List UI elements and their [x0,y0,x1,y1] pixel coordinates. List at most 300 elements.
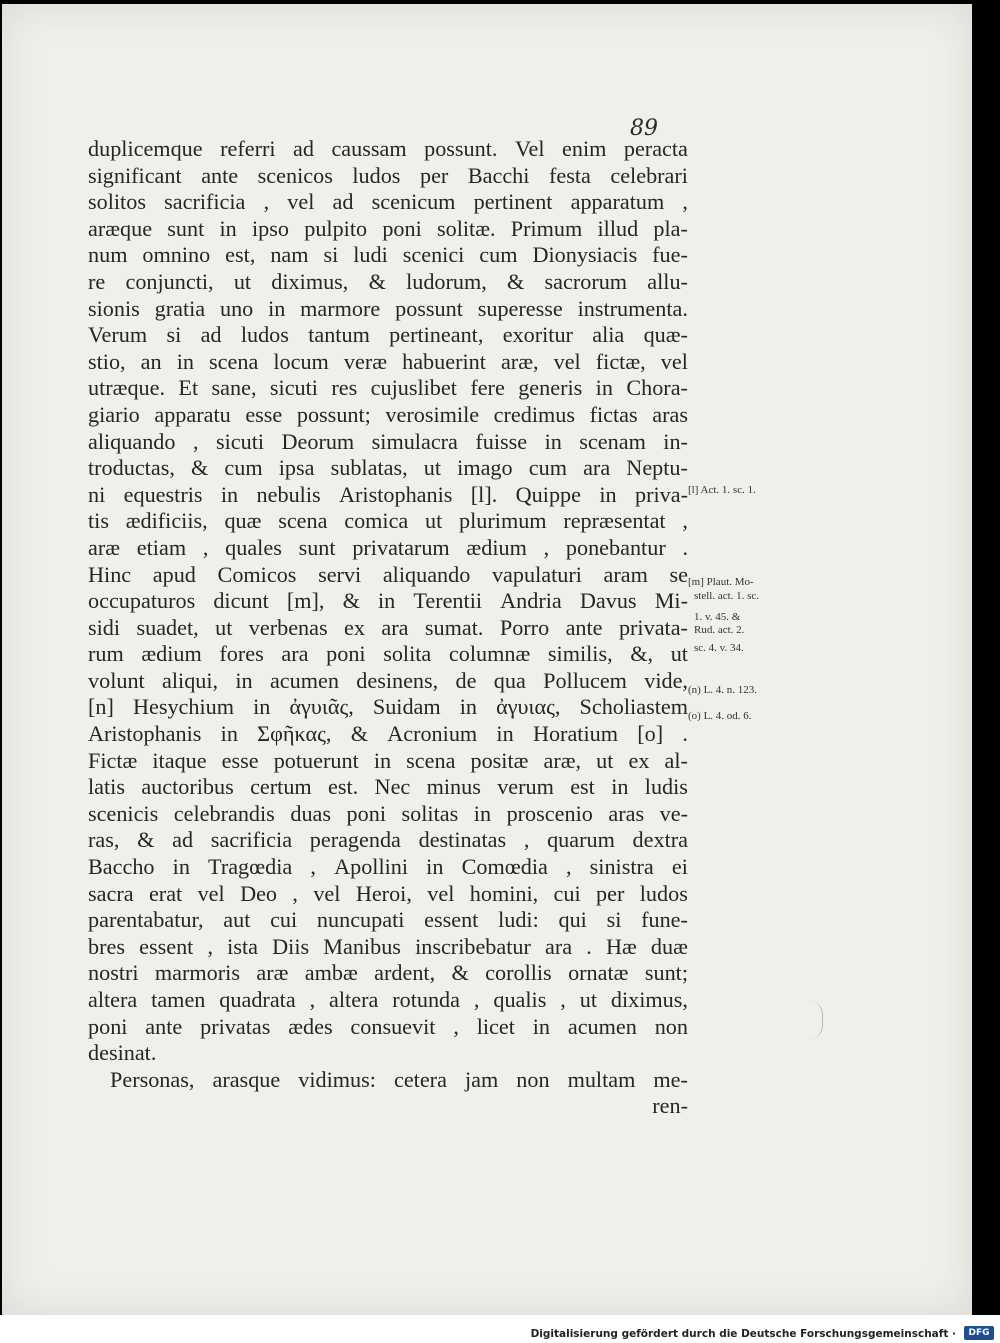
word: verosimile [385,401,480,427]
word: privata- [618,614,688,640]
word: non [654,1013,688,1039]
word: allu- [647,268,688,294]
word: Deorum [281,428,355,454]
text-line [88,375,688,402]
word: , [263,189,270,215]
word: columnæ [448,641,531,667]
word: utræque. [88,375,166,401]
word: celebrari [610,162,688,188]
word: privatas [200,1013,271,1039]
word: exoritur [502,322,573,348]
word: Horatium [532,721,618,747]
word: scenicos [257,162,333,188]
word: in [473,800,492,826]
word: Mi- [654,588,688,614]
word: sunt [298,534,336,560]
word: duæ [650,933,688,959]
word: si [166,322,182,348]
word: , [560,987,566,1012]
word: in [496,721,514,747]
text-line [88,216,688,243]
word: diximus, [271,268,349,294]
word: & [451,960,469,986]
word: ei [671,854,688,880]
word: . [586,933,592,959]
word: fictas [589,401,638,427]
word: in [373,747,392,773]
word: Baccho [88,854,155,880]
text-line [88,641,688,668]
word: marmoris [154,960,240,986]
word: ara [583,455,611,481]
word: se [669,561,688,587]
word: , [202,534,209,560]
word: nebulis [256,481,321,507]
word: apparatu [154,401,231,427]
text-line [88,136,688,163]
word: ipsa [278,455,315,481]
word: Primum [510,215,583,241]
word: tamen [151,987,206,1012]
word: essent [139,933,194,959]
word: fictæ, [595,348,646,374]
word: quarum [547,827,615,853]
word: Hesychium [132,694,235,720]
word: etiam [136,534,187,560]
word: Vel [514,136,545,161]
word: non [516,1066,550,1092]
word: qua [493,667,526,693]
word: certum [250,774,312,800]
word: conjuncti, [125,268,214,294]
word: desinens, [356,667,439,693]
word: vel [197,880,225,906]
word: cui [270,907,298,933]
word: aræ [256,960,289,986]
word: Et [178,375,199,401]
word: troductas, [88,455,175,481]
word: ἀγυιᾶς, [289,694,354,720]
word: ad [293,136,314,161]
word: ad [200,322,222,348]
word: peracta [623,136,688,161]
word: ut [425,508,443,534]
word: qualis [493,987,547,1012]
word: pulpito [304,215,368,241]
word: , [310,854,316,880]
word: minus [426,774,481,800]
word: ponebantur [565,534,666,560]
word: credimus [493,401,576,427]
word: Terentii [413,588,483,614]
footer-credit: Digitalisierung gefördert durch die Deutsche Forschungsgemeinschaft · [530,1328,956,1340]
word: habuerint [402,348,486,374]
word: Suidam [372,694,441,720]
word: potuerunt [273,747,359,773]
word: & [137,827,155,853]
word: in [219,215,237,241]
margin-note: 1. v. 45. & [694,611,741,623]
word: scenicum [371,189,456,215]
word: veræ [343,348,388,374]
word: Bacchi [467,162,530,188]
word: ludos [639,880,688,906]
word: cum [224,455,263,481]
word: nam [270,242,309,268]
word: qui [558,907,587,933]
word: aut [223,907,251,933]
word: ædium [466,534,527,560]
word: Comicos [217,561,297,587]
word: duas [290,800,332,826]
word: , [192,428,199,454]
word: ludi: [498,907,539,933]
word: instrumenta. [577,295,688,321]
word: homini, [469,880,539,906]
word: jam [464,1066,499,1092]
text-line [88,1040,688,1067]
word: cui [553,880,581,906]
word: possunt. [424,136,498,161]
text-line [88,1014,688,1041]
text-line [88,881,688,908]
word: ut [670,641,688,667]
word: Fictæ [88,747,138,773]
word: re [88,268,106,294]
word: & [342,588,360,614]
word: rum [88,641,124,667]
word: gratia [154,295,206,321]
word: ut [579,987,597,1012]
word: ras, [88,827,120,853]
word: per [596,880,625,906]
word: ve- [659,800,688,826]
margin-note: sc. 4. v. 34. [694,642,744,654]
word: , [682,189,688,215]
word: , [309,987,316,1012]
word: cetera [393,1066,447,1092]
text-line [88,562,688,589]
word: ex [344,614,365,640]
word: itaque [152,747,207,773]
text-line [88,429,688,456]
word: apud [152,561,196,587]
word: in [532,1013,551,1039]
word: sacrorum [544,268,628,294]
word: solita [383,641,432,667]
word: aras [608,800,645,826]
word: multam [567,1066,636,1092]
word: scena [406,747,456,773]
word: scenicis [88,800,159,826]
text-line [88,322,688,349]
word: ara [545,933,573,959]
word: sane, [211,375,257,401]
word: privatarum [352,534,450,560]
word: essent [424,907,479,933]
word: simulacra [371,428,458,454]
text-line [88,269,688,296]
word: Hæ [605,933,637,959]
word: solitas [401,800,459,826]
word: dicunt [213,588,269,614]
word: vel [287,189,315,215]
text-line [88,535,688,562]
word: latis [88,774,125,800]
word: vapulaturi [491,561,582,587]
margin-note: stell. act. 1. sc. [694,590,760,602]
word: priva- [635,481,688,507]
word: fue- [652,242,688,268]
word: Σφῆκας, [257,721,332,747]
word: ad [172,827,194,853]
word: quales [225,534,282,560]
word: ante [145,1013,183,1039]
word: si [606,907,622,933]
dfg-logo: DFG [964,1326,994,1340]
word: sublatas, [330,455,408,481]
word: fuisse [475,428,528,454]
word: celebrandis [173,800,275,826]
word: Tragœdia [208,854,293,880]
word: nuncupati [316,907,405,933]
word: vidimus: [298,1066,376,1092]
word: servi [318,561,362,587]
word: destinatas [418,827,507,853]
word: vel [313,880,341,906]
word: quæ- [643,322,688,348]
text-line [88,827,688,854]
word: pertinent [473,189,553,215]
word: in [172,854,190,880]
word: solitæ. [436,215,496,241]
word: vel [427,880,455,906]
word: est [570,774,595,800]
word: ludorum, [406,268,487,294]
text-line [88,163,688,190]
word: dextra [632,827,688,853]
word: esse [245,401,283,427]
word: tis [88,508,109,534]
word: acumen [269,667,339,693]
word: sinistra [589,854,654,880]
word: ara [381,614,409,640]
word: Verum [88,322,148,348]
word: ornatæ [568,960,629,986]
catchword: ren- [652,1093,688,1119]
word: pertineant, [389,322,484,348]
text-line [88,588,688,615]
word: aræque [88,215,153,241]
word: cujuslibet [370,375,457,401]
word: inscribebatur [415,933,531,959]
word: si [323,242,339,268]
word: ludos [352,162,401,188]
word: solitos [88,189,146,215]
word: est, [225,242,256,268]
word: in [253,694,271,720]
word: Quippe [515,481,581,507]
word: ex [628,747,650,773]
word: giario [88,401,140,427]
word: consuevit [350,1013,436,1039]
text-line [88,721,688,748]
word: , [543,534,550,560]
word: &, [630,641,654,667]
word: Manibus [323,933,401,959]
word: [l]. [470,481,498,507]
word: Hinc [88,561,132,587]
word: [m], [286,588,325,614]
word: , [473,987,480,1012]
word: aræ, [500,348,539,374]
margin-note: Rud. act. 2. [694,624,745,636]
word: ni [88,481,106,507]
word: vel [553,348,581,374]
word: poni [88,1013,128,1039]
word: scenam [579,428,646,454]
word: poni [346,800,386,826]
word: Porro [499,614,550,640]
word: sicuti [215,428,265,454]
word: Chora- [626,375,688,401]
text-line [88,189,688,216]
word: corollis [485,960,552,986]
word: in [176,348,194,374]
word: generis [518,375,583,401]
word: Apollini [334,854,409,880]
word: scenici [402,242,465,268]
word: repræsentat [563,508,666,534]
word: fores [219,641,264,667]
word: in [220,721,238,747]
word: in [426,854,444,880]
word: me- [653,1066,688,1092]
word: , [682,508,688,534]
word: in [599,481,617,507]
word: ut [423,455,442,481]
word: al- [664,747,688,773]
word: ardent, [374,960,436,986]
word: vel [660,348,688,374]
word: [o] [637,721,664,747]
word: aliquando [88,428,176,454]
text-line [88,615,688,642]
word: Deo [240,880,278,906]
word: plurimum [459,508,547,534]
word: in [459,694,478,720]
word: esse [221,747,259,773]
word: sacrificia [164,189,246,215]
word: Diis [272,933,310,959]
word: aræ [88,534,121,560]
word: illud [597,215,639,241]
word: festa [548,162,591,188]
word: stio, [88,348,126,374]
word: Scholiastem [579,694,688,720]
word: in [220,481,239,507]
word: , [292,880,298,906]
text-line [88,402,688,429]
word: significant [88,162,182,188]
text-line [88,854,688,881]
word: equestris [123,481,203,507]
word: in [377,588,396,614]
word: possunt [395,295,463,321]
text-line [88,482,688,509]
word: desinat. [88,1040,157,1066]
word: ut [215,614,233,640]
word: licet [476,1013,515,1039]
word: vide, [644,667,688,693]
word: & [507,268,525,294]
word: positæ [470,747,529,773]
word: est. [328,774,359,800]
margin-note: (n) L. 4. n. 123. [688,684,758,696]
word: auctoribus [141,774,234,800]
word: cum [528,455,567,481]
word: in [544,428,562,454]
margin-note: [l] Act. 1. sc. 1. [688,484,756,496]
word: apparatum [570,189,665,215]
word: ἀγυιας, [496,694,561,720]
word: sacra [88,880,134,906]
word: ante [201,162,239,188]
word: ad [332,189,354,215]
word: sicuti [269,375,318,401]
word: aliqui, [162,667,219,693]
word: superesse [477,295,563,321]
word: . [682,721,688,747]
word: res [331,375,358,401]
word: similis, [547,641,613,667]
word: suadet, [136,614,199,640]
word: ipso [252,215,289,241]
word: altera [329,987,379,1012]
word: Neptu- [626,455,688,481]
word: ludi [353,242,388,268]
word: ludos [240,322,289,348]
text-line [88,242,688,269]
word: ut [596,747,614,773]
word: sunt; [644,960,688,986]
word: ara [281,641,309,667]
text-line [88,987,688,1014]
word: marmore [300,295,381,321]
word: sidi [88,614,121,640]
word: Nec [374,774,411,800]
word: sionis [88,295,140,321]
word: , [453,1013,459,1039]
word: acumen [567,1013,637,1039]
word: omnino [142,242,211,268]
word: cum [479,242,518,268]
word: , [523,827,530,853]
word: occupaturos [88,588,196,614]
text-line [88,694,688,721]
word: , [565,854,572,880]
word: . [682,534,688,560]
word: peragenda [309,827,401,853]
word: in [611,774,629,800]
margin-note: [m] Plaut. Mo- [688,576,754,588]
word: tantum [308,322,370,348]
word: aras [652,401,688,427]
word: locum [273,348,329,374]
margin-note: (o) L. 4. od. 6. [688,710,752,722]
word: ut [233,268,252,294]
text-line [88,296,688,323]
